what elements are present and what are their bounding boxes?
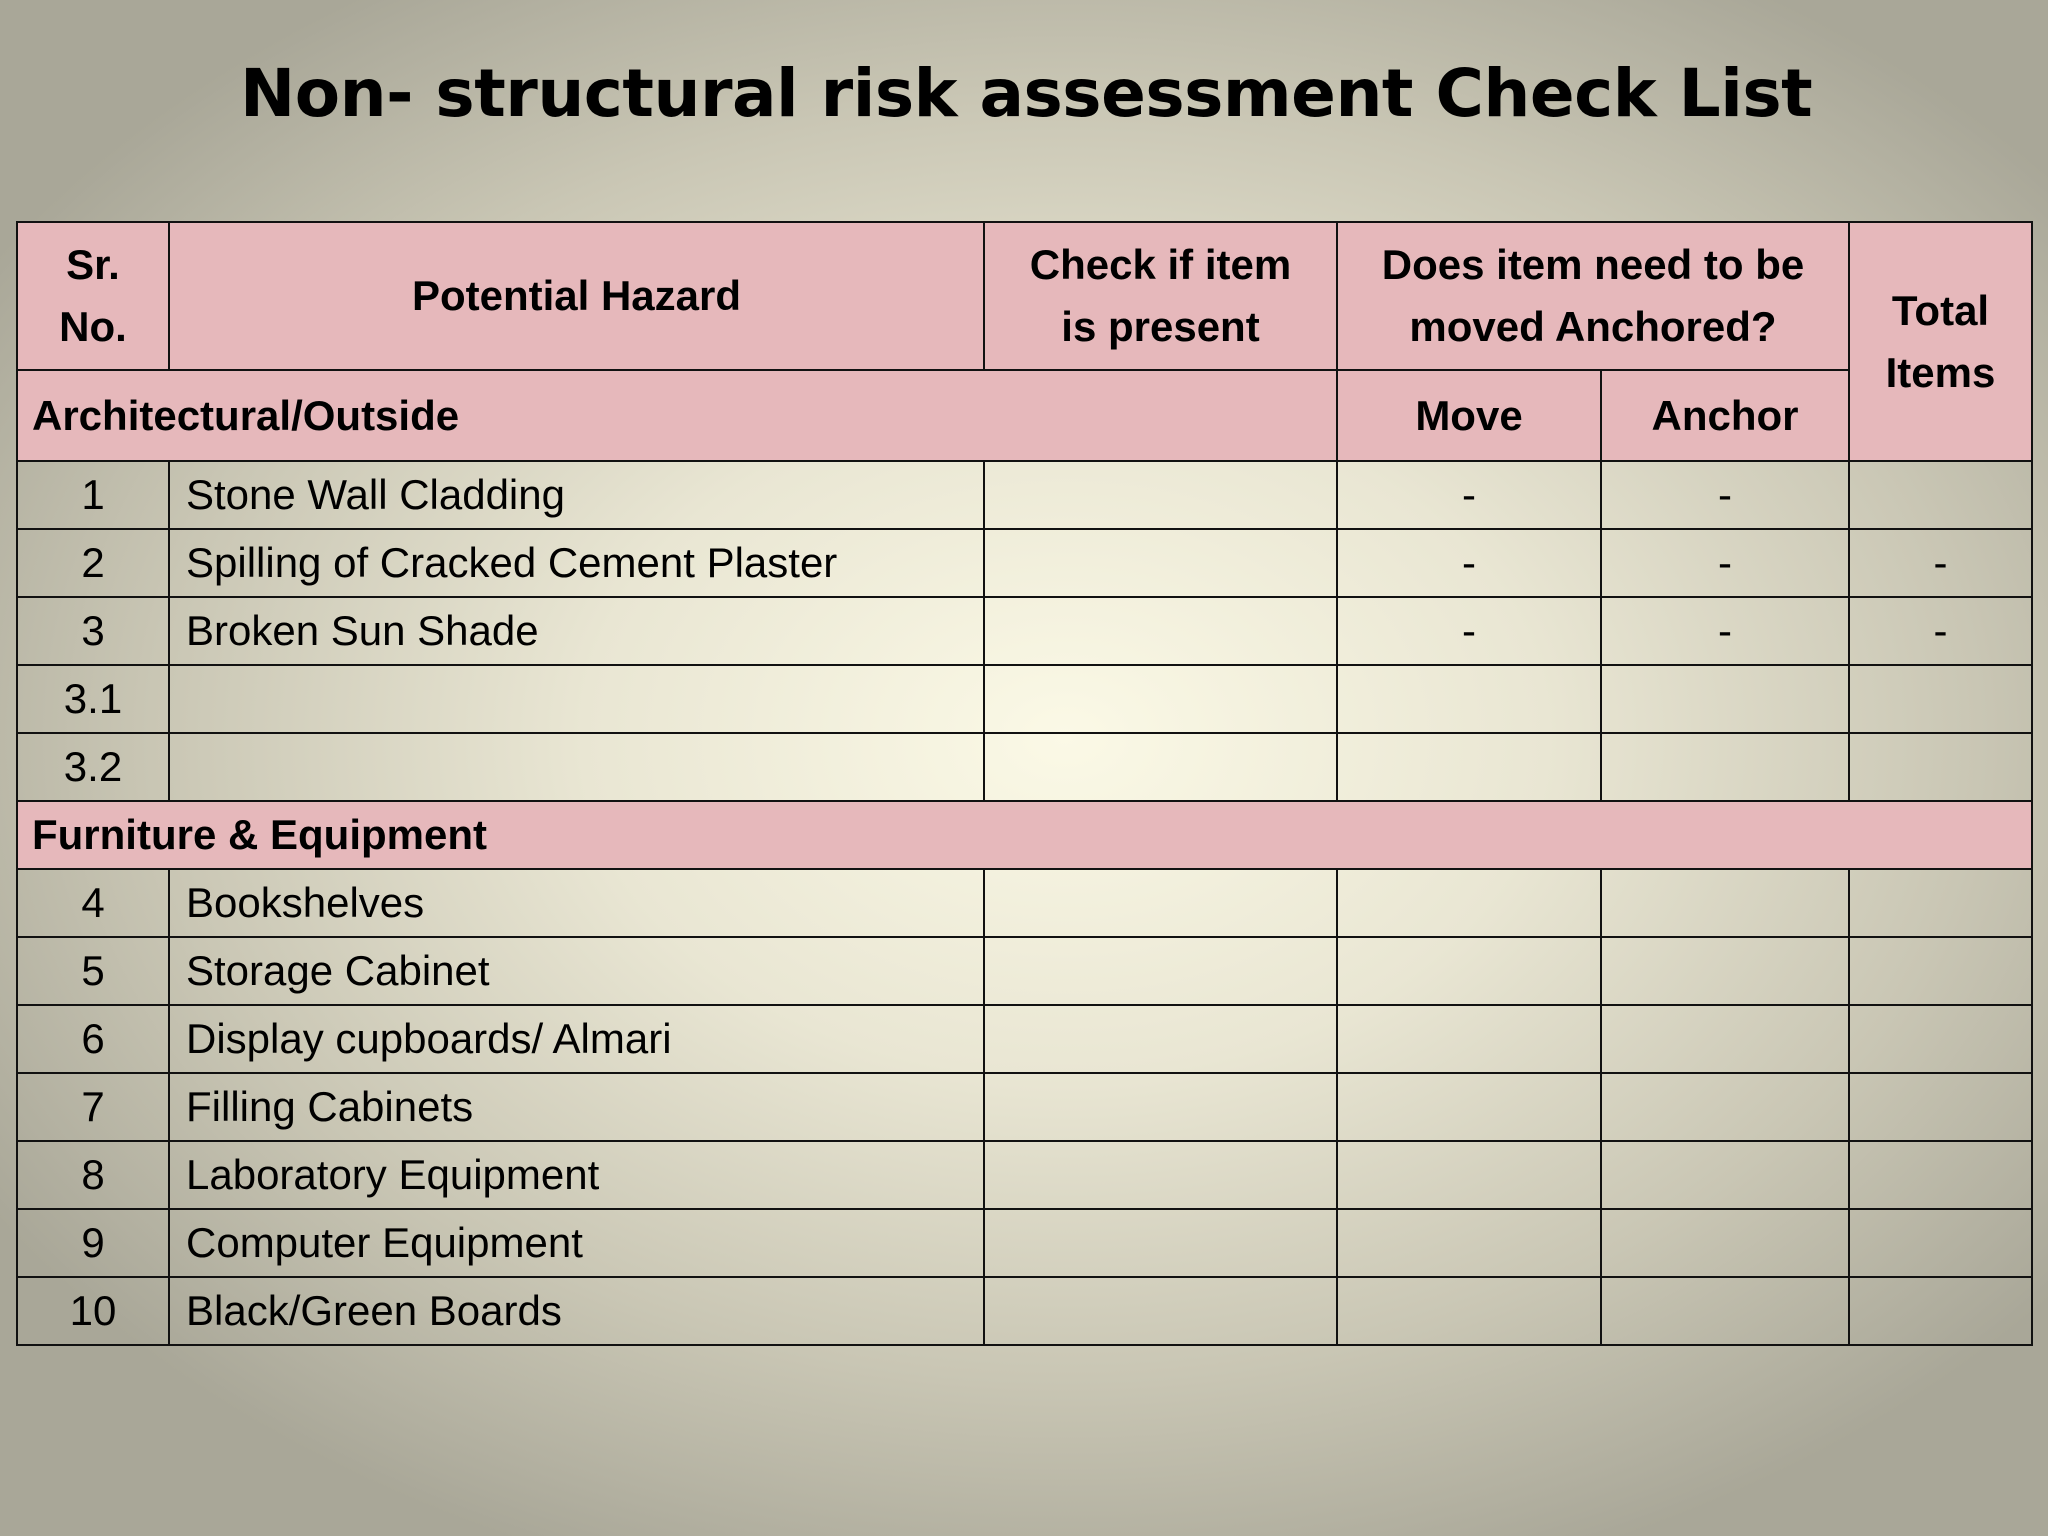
hazard-cell: Black/Green Boards: [169, 1277, 984, 1345]
hazard-cell: [169, 733, 984, 801]
header-move: Move: [1337, 370, 1601, 461]
sr-no-cell: 7: [17, 1073, 169, 1141]
sr-no-cell: 5: [17, 937, 169, 1005]
hazard-cell: Bookshelves: [169, 869, 984, 937]
present-check-cell[interactable]: [984, 1209, 1337, 1277]
table-row: [17, 937, 2032, 1005]
present-check-cell[interactable]: [984, 1073, 1337, 1141]
header-total-items: Total Items: [1849, 222, 2032, 461]
present-check-cell[interactable]: [984, 597, 1337, 665]
header-check-present: Check if item is present: [984, 222, 1337, 370]
hazard-cell: Computer Equipment: [169, 1209, 984, 1277]
move-cell[interactable]: [1337, 1277, 1601, 1345]
present-check-cell[interactable]: [984, 1005, 1337, 1073]
total-items-cell[interactable]: [1849, 1005, 2032, 1073]
move-cell[interactable]: [1337, 733, 1601, 801]
anchor-cell[interactable]: -: [1601, 529, 1849, 597]
present-check-cell[interactable]: [984, 461, 1337, 529]
anchor-cell[interactable]: [1601, 1073, 1849, 1141]
hazard-cell: Stone Wall Cladding: [169, 461, 984, 529]
total-items-cell[interactable]: [1849, 733, 2032, 801]
slide-title: Non- structural risk assessment Check List: [240, 55, 1813, 132]
anchor-cell[interactable]: [1601, 937, 1849, 1005]
move-cell[interactable]: -: [1337, 529, 1601, 597]
hazard-cell: Storage Cabinet: [169, 937, 984, 1005]
sr-no-cell: 10: [17, 1277, 169, 1345]
present-check-cell[interactable]: [984, 937, 1337, 1005]
sr-no-cell: 4: [17, 869, 169, 937]
present-check-cell[interactable]: [984, 869, 1337, 937]
anchor-cell[interactable]: [1601, 1277, 1849, 1345]
total-items-cell[interactable]: [1849, 1141, 2032, 1209]
total-items-cell[interactable]: [1849, 1209, 2032, 1277]
move-cell[interactable]: -: [1337, 461, 1601, 529]
anchor-cell[interactable]: [1601, 1209, 1849, 1277]
hazard-cell: Broken Sun Shade: [169, 597, 984, 665]
header-potential-hazard: Potential Hazard: [169, 222, 984, 370]
section-label: Architectural/Outside: [17, 370, 1337, 461]
table-row: [17, 597, 2032, 665]
sr-no-cell: 9: [17, 1209, 169, 1277]
header-move-anchor: Does item need to be moved Anchored?: [1337, 222, 1849, 370]
section-row: [17, 370, 2032, 461]
move-cell[interactable]: [1337, 1141, 1601, 1209]
hazard-cell: Display cupboards/ Almari: [169, 1005, 984, 1073]
present-check-cell[interactable]: [984, 733, 1337, 801]
present-check-cell[interactable]: [984, 1141, 1337, 1209]
sr-no-cell: 6: [17, 1005, 169, 1073]
header-row: [17, 222, 2032, 370]
header-anchor: Anchor: [1601, 370, 1849, 461]
anchor-cell[interactable]: [1601, 733, 1849, 801]
table-row: [17, 1073, 2032, 1141]
table-row: [17, 1277, 2032, 1345]
move-cell[interactable]: [1337, 869, 1601, 937]
total-items-cell[interactable]: [1849, 665, 2032, 733]
anchor-cell[interactable]: [1601, 869, 1849, 937]
section-row: [17, 801, 2032, 869]
sr-no-cell: 3.1: [17, 665, 169, 733]
hazard-cell: Filling Cabinets: [169, 1073, 984, 1141]
total-items-cell[interactable]: [1849, 461, 2032, 529]
table-row: [17, 529, 2032, 597]
total-items-cell[interactable]: -: [1849, 529, 2032, 597]
hazard-cell: [169, 665, 984, 733]
total-items-cell[interactable]: [1849, 869, 2032, 937]
present-check-cell[interactable]: [984, 529, 1337, 597]
table-row: [17, 461, 2032, 529]
anchor-cell[interactable]: -: [1601, 597, 1849, 665]
anchor-cell[interactable]: -: [1601, 461, 1849, 529]
move-cell[interactable]: -: [1337, 597, 1601, 665]
table-row: [17, 869, 2032, 937]
move-cell[interactable]: [1337, 1005, 1601, 1073]
sr-no-cell: 3.2: [17, 733, 169, 801]
sr-no-cell: 1: [17, 461, 169, 529]
header-sr-no: Sr. No.: [17, 222, 169, 370]
section-label: Furniture & Equipment: [17, 801, 2032, 869]
checklist-table: [16, 221, 2033, 1346]
present-check-cell[interactable]: [984, 1277, 1337, 1345]
total-items-cell[interactable]: [1849, 1277, 2032, 1345]
anchor-cell[interactable]: [1601, 1005, 1849, 1073]
sr-no-cell: 3: [17, 597, 169, 665]
hazard-cell: Spilling of Cracked Cement Plaster: [169, 529, 984, 597]
present-check-cell[interactable]: [984, 665, 1337, 733]
anchor-cell[interactable]: [1601, 665, 1849, 733]
anchor-cell[interactable]: [1601, 1141, 1849, 1209]
hazard-cell: Laboratory Equipment: [169, 1141, 984, 1209]
table-row: [17, 1209, 2032, 1277]
table-row: [17, 733, 2032, 801]
sr-no-cell: 8: [17, 1141, 169, 1209]
move-cell[interactable]: [1337, 1209, 1601, 1277]
sr-no-cell: 2: [17, 529, 169, 597]
total-items-cell[interactable]: -: [1849, 597, 2032, 665]
table-row: [17, 665, 2032, 733]
move-cell[interactable]: [1337, 1073, 1601, 1141]
table-row: [17, 1005, 2032, 1073]
total-items-cell[interactable]: [1849, 937, 2032, 1005]
move-cell[interactable]: [1337, 937, 1601, 1005]
table-row: [17, 1141, 2032, 1209]
total-items-cell[interactable]: [1849, 1073, 2032, 1141]
move-cell[interactable]: [1337, 665, 1601, 733]
